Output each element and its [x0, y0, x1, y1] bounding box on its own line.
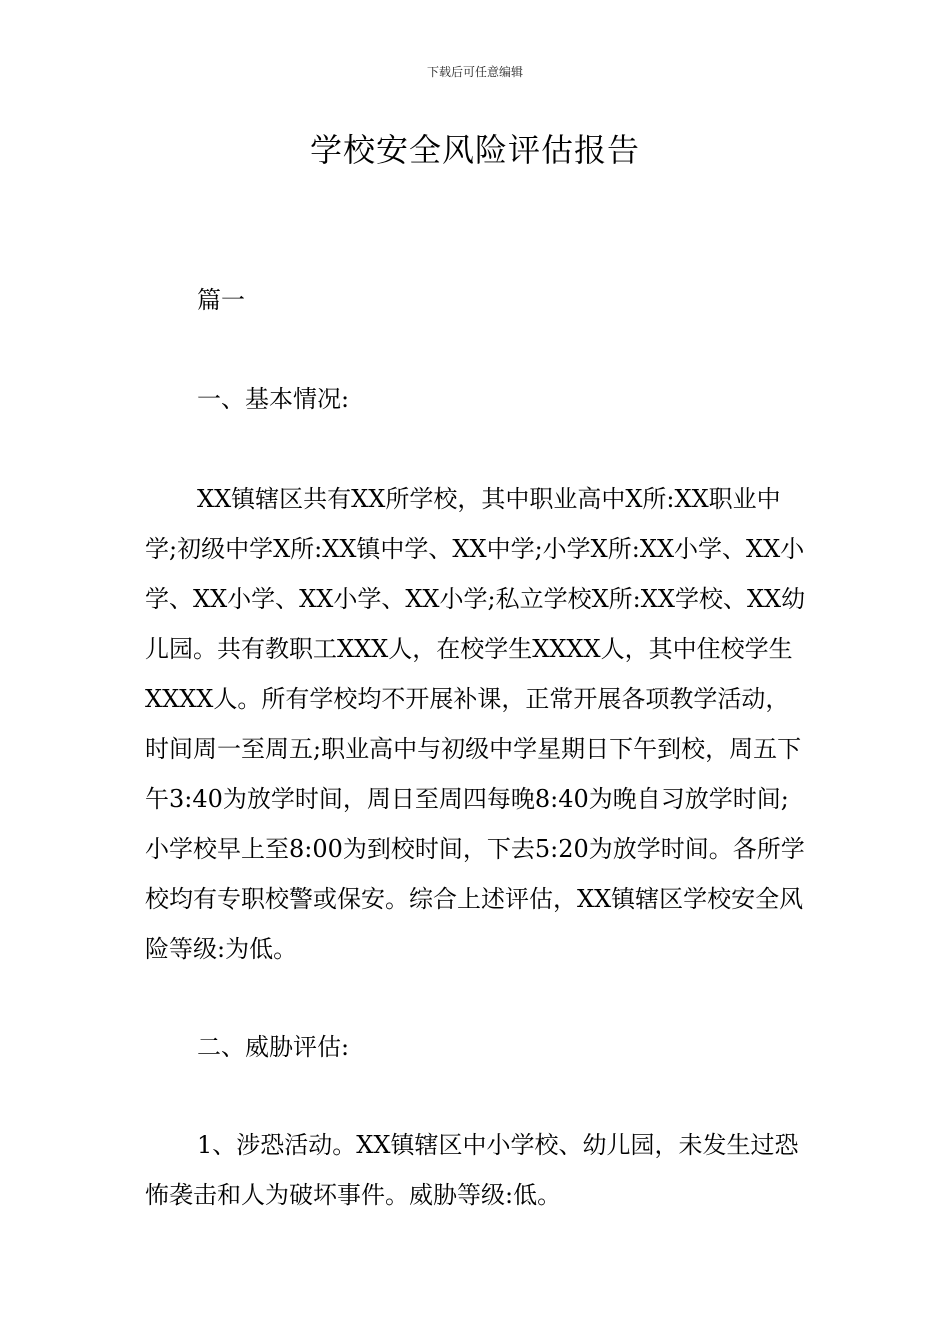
part-label: 篇一: [197, 286, 245, 314]
section-heading-basic-info: 一、基本情况:: [197, 385, 350, 413]
document-title: 学校安全风险评估报告: [309, 131, 640, 169]
header-note: 下载后可任意编辑: [426, 65, 523, 79]
paragraph-basic-info: XX镇辖区共有XX所学校，其中职业高中X所:XX职业中学;初级中学X所:XX镇中学、XX中学;小学X所:XX小学、XX小学、XX小学、XX小学、XX小学;私立学校X所:XX学校、XX幼儿园。共有教职工XXX人，在校学生XXXX人，其中住校学生XXXX人。所有学校均不开展补课，正常开展各项教学活动，时间周一至周五;职业高中与初级中学星期日下午到校，周五下午3:40为放学时间，周日至周四每晚8:40为晚自习放学时间;小学校早上至8:00为到校时间，下去5:20为放学时间。各所学校均有专职校警或保安。综合上述评估，XX镇辖区学校安全风险等级:为低。: [145, 485, 806, 963]
section-heading-threat-assessment: 二、威胁评估:: [197, 1033, 350, 1061]
paragraph-terror-activity: 1、涉恐活动。XX镇辖区中小学校、幼儿园，未发生过恐怖袭击和人为破坏事件。威胁等级:低。: [145, 1131, 799, 1209]
